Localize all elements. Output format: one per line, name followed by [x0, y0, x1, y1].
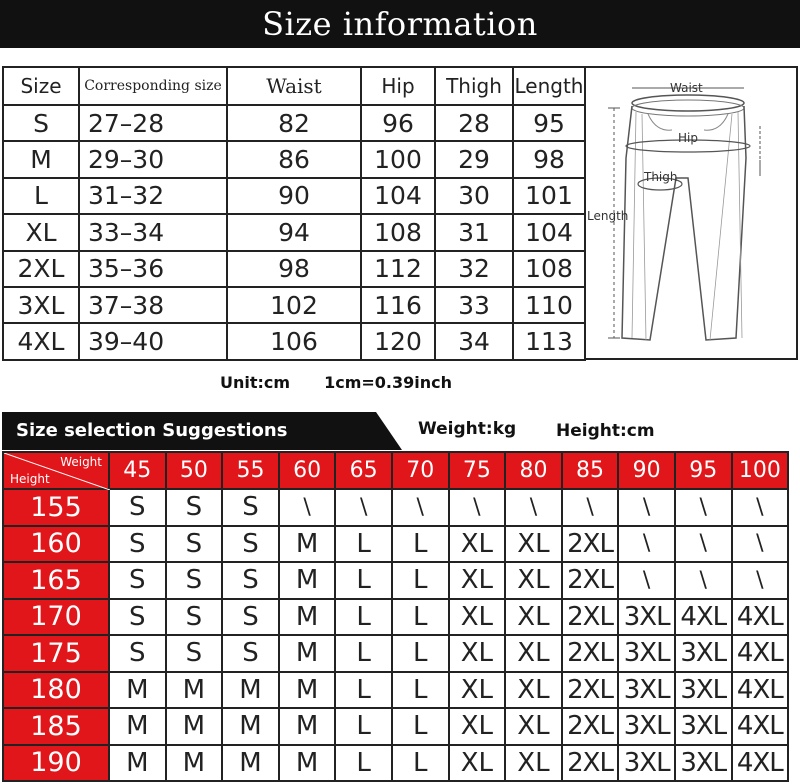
size-suggestion-cell: XL	[505, 635, 562, 672]
size-suggestion-cell: S	[109, 562, 166, 599]
size-suggestion-cell: L	[335, 708, 392, 745]
size-table-row	[3, 141, 585, 177]
size-suggestion-cell: M	[166, 708, 223, 745]
cell-hip: 100	[361, 141, 435, 177]
conversion-label: 1cm=0.39inch	[324, 373, 452, 392]
size-suggestion-cell: S	[109, 526, 166, 563]
size-suggestion-cell: 2XL	[562, 599, 619, 636]
weight-header-cell: 80	[505, 452, 562, 489]
height-header-cell: 165	[3, 562, 109, 599]
size-suggestion-cell: S	[166, 599, 223, 636]
size-suggestion-cell: 3XL	[675, 745, 732, 782]
grid-row	[3, 599, 788, 636]
size-suggestion-cell: M	[279, 562, 336, 599]
size-table-row	[3, 214, 585, 250]
weight-header-cell: 90	[618, 452, 675, 489]
height-header-cell: 180	[3, 672, 109, 709]
size-suggestion-cell: M	[166, 745, 223, 782]
cell-thigh: 33	[435, 287, 513, 323]
size-suggestion-grid	[2, 451, 789, 782]
size-suggestion-cell: \	[618, 526, 675, 563]
size-suggestion-cell: \	[732, 489, 789, 526]
size-suggestion-cell: \	[562, 489, 619, 526]
grid-row	[3, 672, 788, 709]
size-suggestion-cell: L	[392, 635, 449, 672]
unit-label: Unit:cm	[220, 373, 291, 392]
cell-size: L	[3, 178, 79, 214]
height-header-cell: 160	[3, 526, 109, 563]
size-suggestion-cell: \	[732, 562, 789, 599]
cell-size: XL	[3, 214, 79, 250]
size-suggestion-cell: S	[109, 635, 166, 672]
size-suggestion-cell: 3XL	[675, 635, 732, 672]
size-suggestion-cell: L	[335, 526, 392, 563]
weight-header-cell: 100	[732, 452, 789, 489]
cell-waist: 102	[227, 287, 361, 323]
size-suggestion-cell: L	[335, 635, 392, 672]
pants-diagram-icon	[586, 68, 796, 358]
grid-row	[3, 635, 788, 672]
size-suggestion-cell: M	[279, 708, 336, 745]
size-suggestion-cell: \	[392, 489, 449, 526]
cell-length: 101	[513, 178, 585, 214]
suggestion-title: Size selection Suggestions	[16, 420, 288, 441]
header-hip: Hip	[361, 67, 435, 105]
size-table-row	[3, 323, 585, 359]
size-table-row	[3, 178, 585, 214]
size-suggestion-cell: L	[335, 672, 392, 709]
cell-length: 104	[513, 214, 585, 250]
size-suggestion-cell: 3XL	[618, 599, 675, 636]
measurement-diagram	[584, 66, 798, 360]
height-header-cell: 170	[3, 599, 109, 636]
size-suggestion-cell: L	[335, 745, 392, 782]
cell-thigh: 34	[435, 323, 513, 359]
size-suggestion-cell: M	[222, 672, 279, 709]
size-suggestion-cell: 2XL	[562, 562, 619, 599]
size-table-header	[3, 67, 585, 105]
cell-hip: 120	[361, 323, 435, 359]
height-unit-label: Height:cm	[556, 421, 655, 441]
size-suggestion-cell: S	[109, 599, 166, 636]
weight-header-cell: 55	[222, 452, 279, 489]
size-suggestion-cell: 3XL	[618, 745, 675, 782]
size-suggestion-cell: 4XL	[675, 599, 732, 636]
size-suggestion-cell: M	[222, 708, 279, 745]
size-suggestion-cell: M	[279, 526, 336, 563]
size-table-row	[3, 105, 585, 141]
size-suggestion-cell: L	[392, 745, 449, 782]
cell-hip: 112	[361, 251, 435, 287]
size-suggestion-cell: 2XL	[562, 672, 619, 709]
size-suggestion-cell: XL	[505, 672, 562, 709]
size-suggestion-cell: S	[222, 562, 279, 599]
size-suggestion-cell: 3XL	[675, 708, 732, 745]
cell-corresponding-size: 37–38	[79, 287, 227, 323]
size-suggestion-cell: \	[279, 489, 336, 526]
size-suggestion-cell: \	[732, 526, 789, 563]
page-title: Size information	[262, 5, 538, 43]
height-header-cell: 155	[3, 489, 109, 526]
cell-corresponding-size: 29–30	[79, 141, 227, 177]
header-thigh: Thigh	[435, 67, 513, 105]
size-suggestion-cell: XL	[505, 599, 562, 636]
size-suggestion-cell: M	[109, 708, 166, 745]
header-corresponding-size: Corresponding size	[79, 67, 227, 105]
size-suggestion-cell: S	[166, 489, 223, 526]
cell-thigh: 30	[435, 178, 513, 214]
size-suggestion-cell: M	[109, 672, 166, 709]
cell-waist: 94	[227, 214, 361, 250]
size-suggestion-cell: \	[335, 489, 392, 526]
size-suggestion-cell: S	[166, 635, 223, 672]
cell-waist: 86	[227, 141, 361, 177]
weight-unit-label: Weight:kg	[418, 419, 517, 439]
weight-header-cell: 75	[449, 452, 506, 489]
size-suggestion-cell: \	[675, 526, 732, 563]
size-suggestion-cell: XL	[449, 526, 506, 563]
size-suggestion-cell: 2XL	[562, 745, 619, 782]
cell-corresponding-size: 27–28	[79, 105, 227, 141]
cell-size: 4XL	[3, 323, 79, 359]
suggestion-header	[2, 412, 402, 450]
size-suggestion-cell: \	[618, 489, 675, 526]
size-suggestion-cell: S	[222, 599, 279, 636]
diagram-label-length: Length	[587, 209, 629, 223]
size-suggestion-cell: 4XL	[732, 745, 789, 782]
size-suggestion-cell: L	[392, 562, 449, 599]
grid-row	[3, 562, 788, 599]
cell-size: 3XL	[3, 287, 79, 323]
corner-height-label: Height	[10, 472, 50, 486]
size-suggestion-cell: XL	[505, 526, 562, 563]
cell-length: 113	[513, 323, 585, 359]
weight-header-cell: 85	[562, 452, 619, 489]
size-suggestion-cell: S	[222, 526, 279, 563]
grid-row	[3, 489, 788, 526]
size-suggestion-cell: XL	[505, 562, 562, 599]
height-header-cell: 175	[3, 635, 109, 672]
cell-hip: 96	[361, 105, 435, 141]
size-suggestion-cell: \	[505, 489, 562, 526]
size-suggestion-cell: 3XL	[618, 708, 675, 745]
grid-corner	[3, 452, 109, 489]
grid-row	[3, 745, 788, 782]
cell-hip: 116	[361, 287, 435, 323]
cell-corresponding-size: 39–40	[79, 323, 227, 359]
size-suggestion-cell: 4XL	[732, 672, 789, 709]
size-suggestion-cell: \	[449, 489, 506, 526]
height-header-cell: 190	[3, 745, 109, 782]
size-suggestion-cell: \	[675, 562, 732, 599]
size-table-row	[3, 287, 585, 323]
size-suggestion-cell: 3XL	[675, 672, 732, 709]
cell-hip: 104	[361, 178, 435, 214]
size-suggestion-cell: L	[335, 562, 392, 599]
diagram-label-thigh: Thigh	[644, 170, 678, 184]
weight-header-row	[3, 452, 788, 489]
size-suggestion-cell: 3XL	[618, 672, 675, 709]
cell-hip: 108	[361, 214, 435, 250]
cell-waist: 106	[227, 323, 361, 359]
cell-thigh: 31	[435, 214, 513, 250]
size-suggestion-cell: \	[618, 562, 675, 599]
cell-length: 108	[513, 251, 585, 287]
size-suggestion-cell: S	[166, 526, 223, 563]
grid-row	[3, 708, 788, 745]
size-suggestion-cell: M	[279, 672, 336, 709]
size-suggestion-cell: M	[166, 672, 223, 709]
size-table-row	[3, 251, 585, 287]
size-suggestion-cell: L	[392, 672, 449, 709]
size-table	[2, 66, 586, 361]
size-suggestion-cell: M	[279, 635, 336, 672]
cell-size: M	[3, 141, 79, 177]
size-suggestion-cell: 4XL	[732, 599, 789, 636]
cell-thigh: 32	[435, 251, 513, 287]
size-suggestion-cell: 2XL	[562, 635, 619, 672]
title-banner	[0, 0, 800, 48]
size-suggestion-cell: L	[392, 708, 449, 745]
corner-weight-label: Weight	[60, 455, 102, 469]
weight-header-cell: 50	[166, 452, 223, 489]
size-suggestion-cell: M	[279, 599, 336, 636]
size-suggestion-cell: 3XL	[618, 635, 675, 672]
size-suggestion-cell: \	[675, 489, 732, 526]
weight-header-cell: 95	[675, 452, 732, 489]
size-suggestion-cell: 4XL	[732, 635, 789, 672]
diagram-label-hip: Hip	[678, 131, 698, 145]
weight-header-cell: 60	[279, 452, 336, 489]
size-suggestion-cell: XL	[505, 745, 562, 782]
cell-length: 98	[513, 141, 585, 177]
size-suggestion-cell: S	[166, 562, 223, 599]
size-suggestion-cell: S	[109, 489, 166, 526]
size-suggestion-cell: M	[222, 745, 279, 782]
cell-size: 2XL	[3, 251, 79, 287]
cell-corresponding-size: 31–32	[79, 178, 227, 214]
size-suggestion-cell: XL	[449, 562, 506, 599]
size-suggestion-cell: L	[392, 599, 449, 636]
size-suggestion-cell: XL	[505, 708, 562, 745]
cell-corresponding-size: 35–36	[79, 251, 227, 287]
header-length: Length	[513, 67, 585, 105]
cell-size: S	[3, 105, 79, 141]
size-suggestion-cell: 4XL	[732, 708, 789, 745]
size-suggestion-cell: XL	[449, 599, 506, 636]
weight-header-cell: 65	[335, 452, 392, 489]
size-suggestion-cell: XL	[449, 672, 506, 709]
weight-header-cell: 70	[392, 452, 449, 489]
size-suggestion-cell: XL	[449, 708, 506, 745]
size-suggestion-cell: M	[109, 745, 166, 782]
size-suggestion-cell: L	[392, 526, 449, 563]
unit-note	[220, 373, 452, 392]
height-header-cell: 185	[3, 708, 109, 745]
size-suggestion-cell: 2XL	[562, 708, 619, 745]
size-suggestion-cell: M	[279, 745, 336, 782]
cell-waist: 98	[227, 251, 361, 287]
cell-thigh: 28	[435, 105, 513, 141]
size-suggestion-cell: S	[222, 635, 279, 672]
size-suggestion-cell: 2XL	[562, 526, 619, 563]
grid-row	[3, 526, 788, 563]
cell-waist: 90	[227, 178, 361, 214]
cell-waist: 82	[227, 105, 361, 141]
cell-length: 95	[513, 105, 585, 141]
size-suggestion-cell: L	[335, 599, 392, 636]
header-size: Size	[3, 67, 79, 105]
diagram-label-waist: Waist	[670, 81, 703, 95]
weight-header-cell: 45	[109, 452, 166, 489]
header-waist: Waist	[227, 67, 361, 105]
size-suggestion-cell: S	[222, 489, 279, 526]
cell-length: 110	[513, 287, 585, 323]
cell-corresponding-size: 33–34	[79, 214, 227, 250]
size-suggestion-cell: XL	[449, 745, 506, 782]
size-suggestion-cell: XL	[449, 635, 506, 672]
cell-thigh: 29	[435, 141, 513, 177]
